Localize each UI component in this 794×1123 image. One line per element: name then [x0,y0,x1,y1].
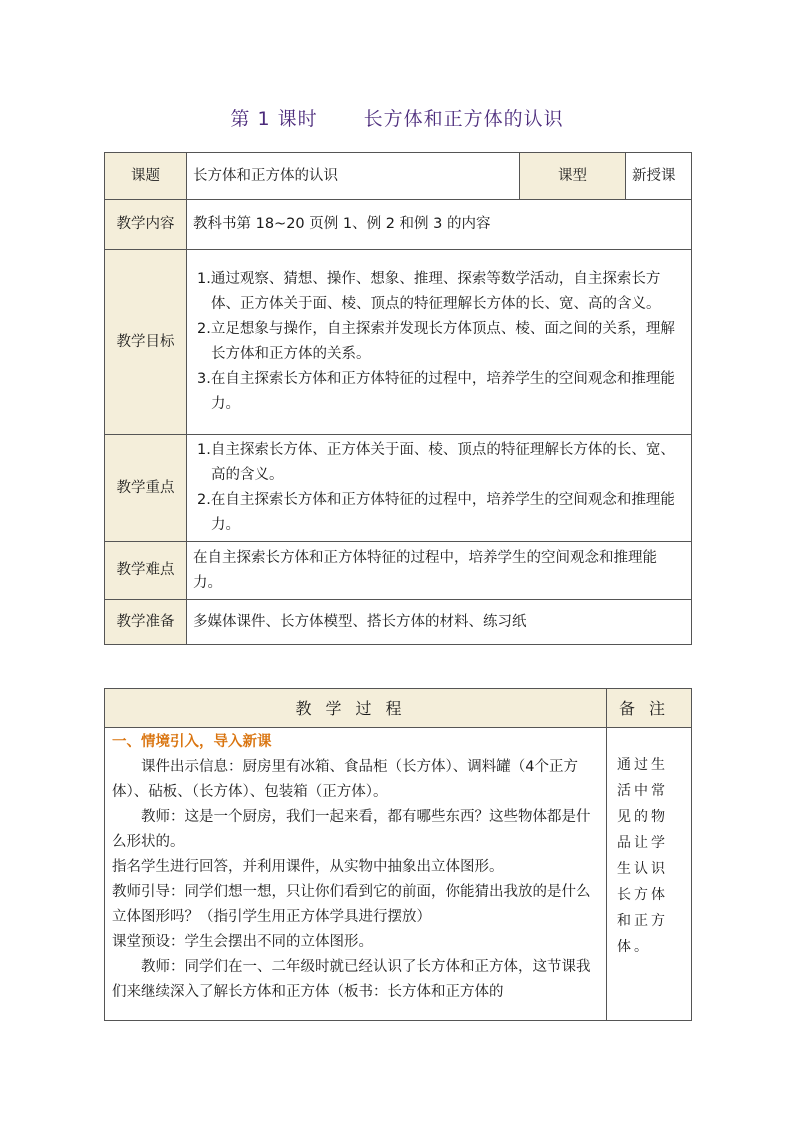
goal-item: 2.立足想象与操作，自主探索并发现长方体顶点、棱、面之间的关系，理解长方体和正方体的关系。 [197,321,675,362]
lesson-info-table [104,152,692,645]
topic-value: 长方体和正方体的认识 [187,153,520,200]
content-label: 教学内容 [105,200,187,250]
difficulty-label: 教学难点 [105,542,187,600]
process-table [104,688,692,1021]
process-paragraph: 课件出示信息：厨房里有冰箱、食品柜（长方体）、调料罐（4个正方体）、砧板、（长方体）、包装箱（正方体）。 [112,759,578,800]
topic-label: 课题 [105,153,187,200]
process-paragraph: 教师：这是一个厨房，我们一起来看，都有哪些东西？这些物体都是什么形状的。 [112,809,591,850]
goal-item: 3.在自主探索长方体和正方体特征的过程中，培养学生的空间观念和推理能力。 [197,371,675,412]
goals-list [187,250,692,435]
type-label: 课型 [520,153,626,200]
key-point-item: 2.在自主探索长方体和正方体特征的过程中，培养学生的空间观念和推理能力。 [197,492,675,533]
lesson-number: 第 1 课时 [230,108,318,130]
page-title [0,104,794,131]
goal-item: 1.通过观察、猜想、操作、想象、推理、探索等数学活动，自主探索长方体、正方体关于面、棱、顶点的特征理解长方体的长、宽、高的含义。 [197,271,661,312]
key-point-item: 1.自主探索长方体、正方体关于面、棱、顶点的特征理解长方体的长、宽、高的含义。 [197,442,675,483]
process-paragraph: 教师引导：同学们想一想，只让你们看到它的前面，你能猜出我放的是什么立体图形吗？（指引学生用正方体学具进行摆放） [112,884,591,925]
process-body [105,728,607,1021]
notes-header: 备注 [607,689,692,728]
lesson-topic: 长方体和正方体的认识 [363,108,564,130]
goals-label: 教学目标 [105,250,187,435]
prep-value: 多媒体课件、长方体模型、搭长方体的材料、练习纸 [187,600,692,645]
key-points-list [187,435,692,542]
process-paragraph: 指名学生进行回答，并利用课件，从实物中抽象出立体图形。 [112,859,504,875]
process-paragraph: 教师：同学们在一、二年级时就已经认识了长方体和正方体，这节课我们来继续深入了解长方体和正方体（板书：长方体和正方体的 [112,959,591,1000]
type-value: 新授课 [626,153,692,200]
difficulty-value: 在自主探索长方体和正方体特征的过程中，培养学生的空间观念和推理能力。 [187,542,692,600]
process-note: 通过生活中常见的物品让学生认识长方体和正方体。 [607,728,692,1021]
content-value: 教科书第 18~20 页例 1、例 2 和例 3 的内容 [187,200,692,250]
process-header: 教学过程 [105,689,607,728]
process-paragraph: 课堂预设：学生会摆出不同的立体图形。 [112,934,373,950]
section-title: 一、情境引入，导入新课 [112,734,272,750]
key-points-label: 教学重点 [105,435,187,542]
prep-label: 教学准备 [105,600,187,645]
